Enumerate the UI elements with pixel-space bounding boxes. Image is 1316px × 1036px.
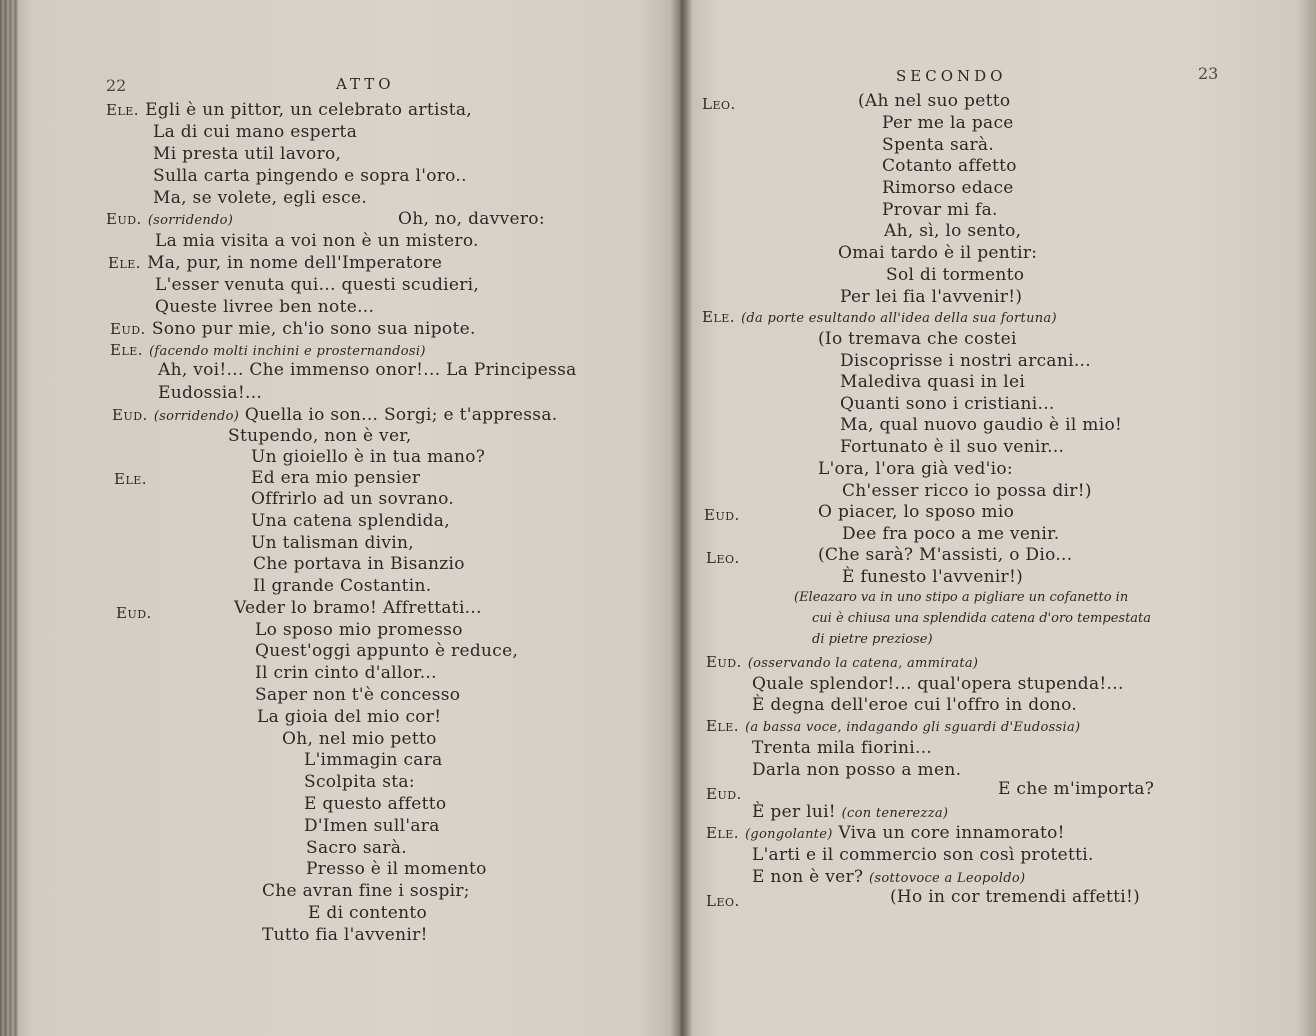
- text-line: Il grande Costantin.: [253, 576, 432, 596]
- page-number-right: 23: [1198, 64, 1219, 83]
- text-line: Presso è il momento: [306, 859, 487, 879]
- text-line: Quest'oggi appunto è reduce,: [255, 641, 519, 661]
- text-line: Oh, nel mio petto: [282, 729, 437, 749]
- text-line: [106, 209, 233, 231]
- text-line: Ch'esser ricco io possa dir!): [842, 481, 1092, 501]
- speaker-label: Leo.: [706, 892, 740, 910]
- text-line: Saper non t'è concesso: [255, 685, 461, 705]
- verse-text: Ma, pur, in nome dell'Imperatore: [147, 253, 443, 273]
- stage-direction: (facendo molti inchini e prosternandosi): [149, 344, 426, 359]
- text-line: (Ho in cor tremendi affetti!): [890, 887, 1141, 907]
- speaker-label: Leo.: [706, 549, 740, 567]
- text-line: Sulla carta pingendo e sopra l'oro..: [153, 166, 467, 186]
- text-line: E questo affetto: [304, 794, 447, 814]
- text-line: Il crin cinto d'allor...: [255, 663, 437, 683]
- text-line: Quale splendor!... qual'opera stupenda!...: [752, 674, 1124, 694]
- stage-direction: (osservando la catena, ammirata): [747, 656, 979, 671]
- speaker-label: Ele.: [706, 717, 740, 735]
- text-line: L'ora, l'ora già ved'io:: [818, 459, 1013, 479]
- text-line: Un talisman divin,: [251, 533, 414, 553]
- verse-text: E non è ver?: [752, 867, 864, 887]
- verse-text: Sono pur mie, ch'io sono sua nipote.: [151, 319, 476, 339]
- text-line: Mi presta util lavoro,: [153, 144, 342, 164]
- text-line: Darla non posso a men.: [752, 760, 962, 780]
- book-gutter: [670, 0, 692, 1036]
- verse-text: Quella io son... Sorgi; e t'appressa.: [244, 405, 558, 425]
- speaker-label: Eud.: [112, 406, 148, 424]
- stage-direction: (sorridendo): [153, 409, 240, 424]
- speaker-label: Ele.: [114, 470, 148, 488]
- speaker-label: Eud.: [116, 604, 152, 622]
- stage-direction: cui è chiusa una splendida catena d'oro tempestata: [812, 611, 1152, 626]
- verse-text: È per lui!: [752, 802, 836, 822]
- text-line: [112, 405, 557, 427]
- text-line: [752, 867, 1025, 889]
- text-line: Una catena splendida,: [251, 511, 450, 531]
- text-line: Sol di tormento: [886, 265, 1025, 285]
- text-line: Ma, qual nuovo gaudio è il mio!: [840, 415, 1123, 435]
- text-line: L'esser venuta qui... questi scudieri,: [155, 275, 480, 295]
- text-line: E di contento: [308, 903, 428, 923]
- text-line: Queste livree ben note...: [155, 297, 375, 317]
- text-line: Eudossia!...: [158, 383, 263, 403]
- stage-direction: (Eleazaro va in uno stipo a pigliare un cofanetto in: [794, 590, 1129, 605]
- text-line: [702, 307, 1057, 329]
- text-line: Provar mi fa.: [882, 200, 998, 220]
- text-line: (Che sarà? M'assisti, o Dio...: [818, 545, 1073, 565]
- text-line: Ah, sì, lo sento,: [884, 221, 1022, 241]
- speaker-label: Ele.: [110, 341, 144, 359]
- text-line: E che m'importa?: [998, 779, 1155, 799]
- running-head-right: SECONDO: [896, 67, 1007, 85]
- text-line: È funesto l'avvenir!): [842, 567, 1024, 587]
- verse-text: Viva un core innamorato!: [838, 823, 1065, 843]
- text-line: La mia visita a voi non è un mistero.: [155, 231, 479, 251]
- text-line: Cotanto affetto: [882, 156, 1017, 176]
- text-line: Stupendo, non è ver,: [228, 426, 412, 446]
- speaker-label: Ele.: [706, 824, 740, 842]
- text-line: Che portava in Bisanzio: [253, 554, 465, 574]
- text-line: Scolpita sta:: [304, 772, 415, 792]
- text-line: La di cui mano esperta: [153, 122, 358, 142]
- text-line: Fortunato è il suo venir...: [840, 437, 1065, 457]
- text-line: Tutto fia l'avvenir!: [262, 925, 428, 945]
- speaker-label: Eud.: [106, 210, 142, 228]
- text-line: [110, 340, 426, 362]
- text-line: Rimorso edace: [882, 178, 1014, 198]
- page-number-left: 22: [106, 76, 127, 95]
- text-line: [706, 652, 978, 674]
- text-line: Discoprisse i nostri arcani...: [840, 351, 1091, 371]
- text-line: Dee fra poco a me venir.: [842, 524, 1060, 544]
- text-line: D'Imen sull'ara: [304, 816, 440, 836]
- stage-direction: (a bassa voce, indagando gli sguardi d'Eudossia): [745, 720, 1081, 735]
- text-line: Trenta mila fiorini...: [752, 738, 933, 758]
- stage-direction: (sottovoce a Leopoldo): [869, 871, 1026, 886]
- text-line: [706, 716, 1080, 738]
- text-line: [706, 823, 1065, 845]
- text-line: Spenta sarà.: [882, 135, 995, 155]
- verse-text: Oh, no, davvero:: [398, 209, 545, 229]
- text-line: (Ah nel suo petto: [858, 91, 1011, 111]
- speaker-label: Eud.: [704, 506, 740, 524]
- text-line: Che avran fine i sospir;: [262, 881, 470, 901]
- text-line: Lo sposo mio promesso: [255, 620, 463, 640]
- text-line: Sacro sarà.: [306, 838, 407, 858]
- text-line: Malediva quasi in lei: [840, 372, 1026, 392]
- stage-direction: (sorridendo): [147, 213, 234, 228]
- text-line: Omai tardo è il pentir:: [838, 243, 1038, 263]
- text-line: (Io tremava che costei: [818, 329, 1017, 349]
- text-line: Per me la pace: [882, 113, 1014, 133]
- speaker-label: Leo.: [702, 95, 736, 113]
- text-line: Offrirlo ad un sovrano.: [251, 489, 455, 509]
- verse-text: Egli è un pittor, un celebrato artista,: [145, 100, 473, 120]
- text-line: È degna dell'eroe cui l'offro in dono.: [752, 695, 1078, 715]
- text-line: Un gioiello è in tua mano?: [251, 447, 486, 467]
- running-head-left: ATTO: [336, 75, 395, 93]
- text-line: Ma, se volete, egli esce.: [153, 188, 368, 208]
- speaker-label: Eud.: [706, 653, 742, 671]
- text-line: L'immagin cara: [304, 750, 443, 770]
- text-line: [108, 253, 442, 273]
- speaker-label: Ele.: [106, 101, 140, 119]
- text-line: La gioia del mio cor!: [257, 707, 442, 727]
- text-line: Ed era mio pensier: [251, 468, 421, 488]
- speaker-label: Eud.: [110, 320, 146, 338]
- text-line: Veder lo bramo! Affrettati...: [234, 598, 482, 618]
- text-line: Quanti sono i cristiani...: [840, 394, 1055, 414]
- speaker-label: Eud.: [706, 785, 742, 803]
- right-page: [680, 0, 1316, 1036]
- text-line: [752, 802, 948, 824]
- stage-direction: (con tenerezza): [841, 806, 949, 821]
- text-line: [106, 100, 472, 120]
- stage-direction: (da porte esultando all'idea della sua fortuna): [741, 311, 1057, 326]
- speaker-label: Ele.: [702, 308, 736, 326]
- speaker-label: Ele.: [108, 254, 142, 272]
- text-line: O piacer, lo sposo mio: [818, 502, 1015, 522]
- text-line: Ah, voi!... Che immenso onor!... La Principessa: [158, 360, 577, 380]
- text-line: [110, 319, 476, 339]
- text-line: L'arti e il commercio son così protetti.: [752, 845, 1094, 865]
- stage-direction: di pietre preziose): [812, 632, 933, 647]
- text-line: Per lei fia l'avvenir!): [840, 287, 1023, 307]
- page-edges: [0, 0, 18, 1036]
- stage-direction: (gongolante): [745, 827, 833, 842]
